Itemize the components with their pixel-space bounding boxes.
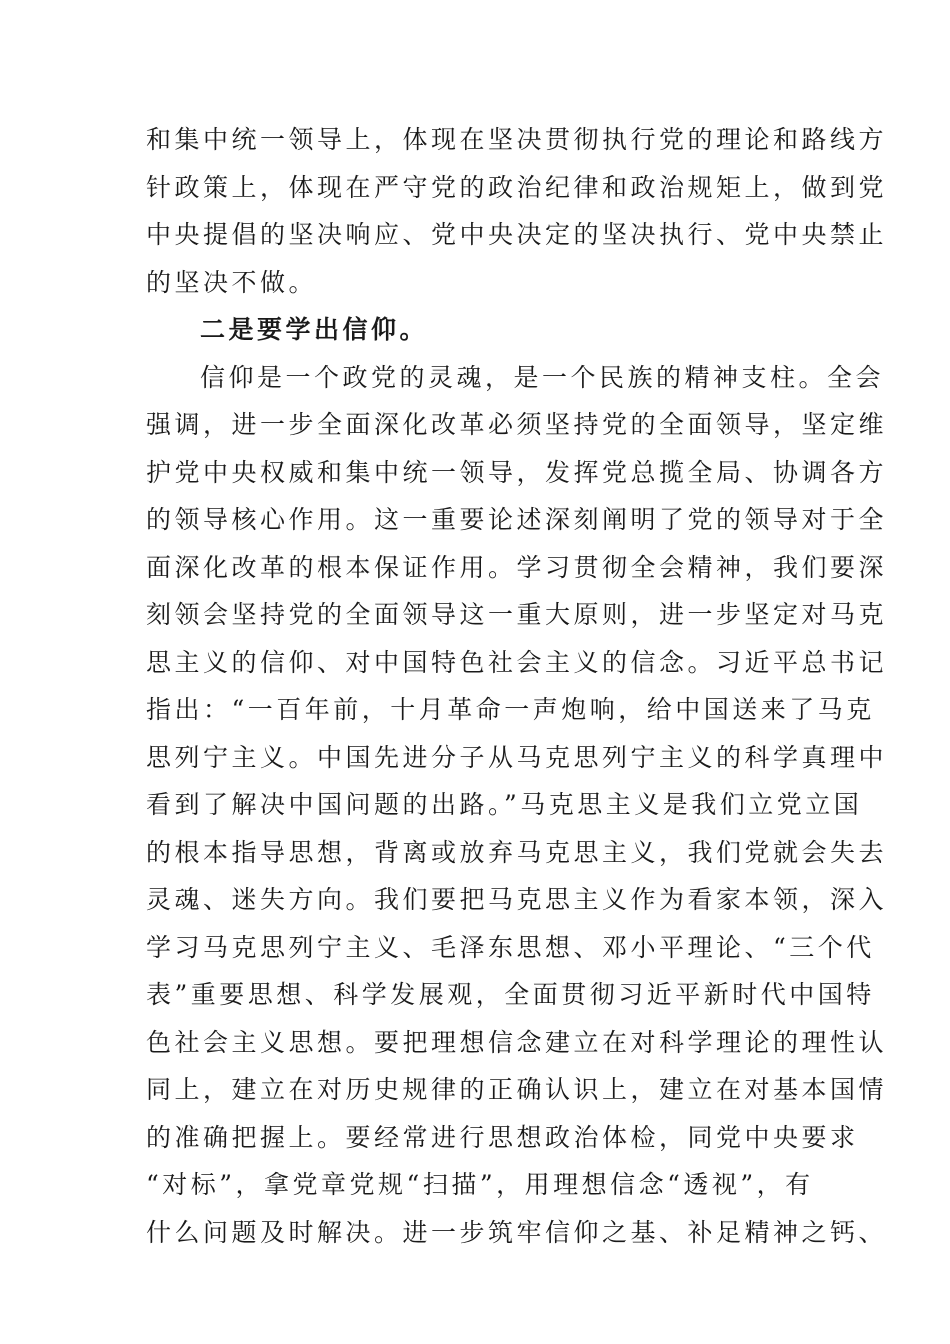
body-text-line: 思列宁主义。中国先进分子从马克思列宁主义的科学真理中	[146, 742, 888, 772]
body-text-line: 同上，建立在对历史规律的正确认识上，建立在对基本国情	[146, 1075, 888, 1104]
body-text-line: “对标”，拿党章党规“扫描”，用理想信念“透视”，有	[146, 1170, 814, 1199]
body-text-line: 看到了解决中国问题的出路。”马克思主义是我们立党立国	[146, 790, 863, 819]
body-text-line: 强调，进一步全面深化改革必须坚持党的全面领导，坚定维	[146, 410, 888, 439]
body-text-line: 和集中统一领导上，体现在坚决贯彻执行党的理论和路线方	[146, 125, 888, 154]
body-text-line: 面深化改革的根本保证作用。学习贯彻全会精神，我们要深	[146, 552, 888, 582]
body-text-line: 什么问题及时解决。进一步筑牢信仰之基、补足精神之钙、	[146, 1217, 888, 1247]
document-body	[146, 116, 888, 1256]
section-heading: 二是要学出信仰。	[200, 315, 429, 344]
body-text-line: 针政策上，体现在严守党的政治纪律和政治规矩上，做到党	[146, 172, 888, 202]
body-text-line: 思主义的信仰、对中国特色社会主义的信念。习近平总书记	[146, 647, 888, 677]
body-text-line: 的坚决不做。	[146, 267, 318, 297]
body-text-line: 护党中央权威和集中统一领导，发挥党总揽全局、协调各方	[146, 457, 888, 487]
body-text-line: 的根本指导思想，背离或放弃马克思主义，我们党就会失去	[146, 837, 888, 867]
body-text-line: 的领导核心作用。这一重要论述深刻阐明了党的领导对于全	[146, 505, 888, 534]
body-text-line: 学习马克思列宁主义、毛泽东思想、邓小平理论、“三个代	[146, 932, 875, 962]
body-text-line: 指出：“一百年前，十月革命一声炮响，给中国送来了马克	[146, 695, 875, 724]
body-text-line: 灵魂、迷失方向。我们要把马克思主义作为看家本领，深入	[146, 885, 888, 914]
body-text-line: 表”重要思想、科学发展观，全面贯彻习近平新时代中国特	[146, 980, 875, 1009]
body-text-line: 中央提倡的坚决响应、党中央决定的坚决执行、党中央禁止	[146, 220, 888, 249]
body-text-line: 刻领会坚持党的全面领导这一重大原则，进一步坚定对马克	[146, 600, 888, 629]
body-text-line: 的准确把握上。要经常进行思想政治体检，同党中央要求	[146, 1122, 859, 1152]
body-text-line: 色社会主义思想。要把理想信念建立在对科学理论的理性认	[146, 1027, 888, 1057]
body-text-line: 信仰是一个政党的灵魂，是一个民族的精神支柱。全会	[200, 362, 885, 392]
